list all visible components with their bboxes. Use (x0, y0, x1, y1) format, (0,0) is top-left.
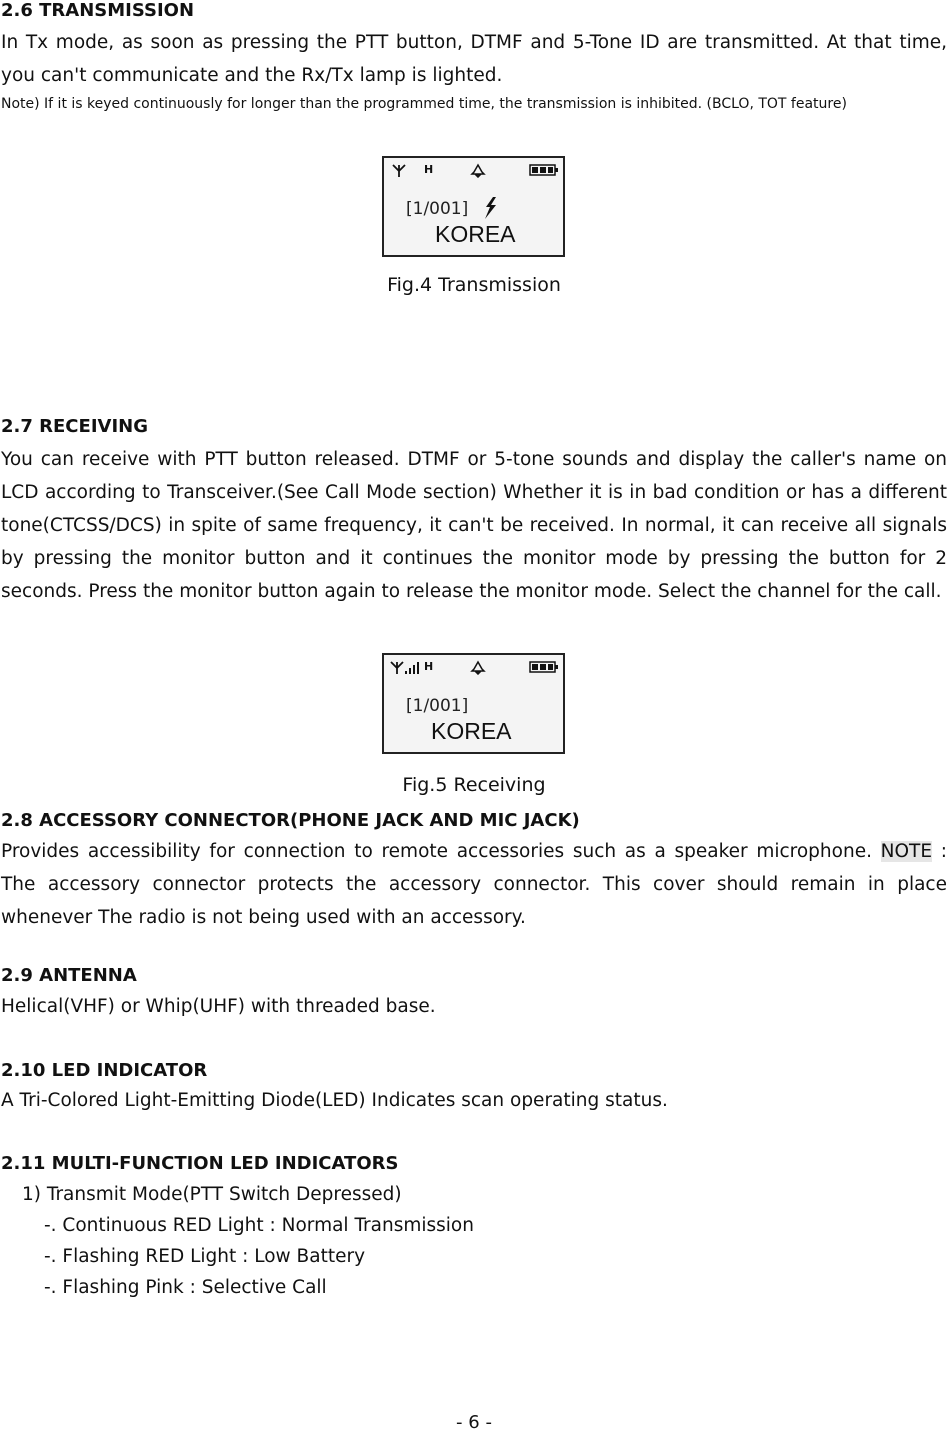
caller-name: KOREA (435, 221, 516, 247)
receiving-body: You can receive with PTT button released. DTMF or 5-tone sounds and display the caller's name on LCD according to Transceiver.(See Call Mode section) Whether it is in bad condition or has a different tone(CTCSS/DCS) in spite of same frequency, it can't be received. In normal, it can receive all signals by pressing the monitor button and it continues the monitor mode by pressing the button for 2 seconds. Press the monitor button again to release the monitor mode. Select the channel for the call. (1, 449, 947, 602)
list-item: -. Flashing Pink : Selective Call (44, 1277, 327, 1298)
transmission-body: In Tx mode, as soon as pressing the PTT button, DTMF and 5-Tone ID are transmitted. At that time, you can't communicate and the Rx/Tx lamp is lighted. (1, 32, 947, 86)
note-body: : The accessory connector protects the accessory connector. This cover should remain in place whenever The radio is not being used with an accessory. (1, 841, 947, 928)
bell-icon (470, 660, 486, 675)
section-heading-led-indicator: 2.10 LED INDICATOR (1, 1060, 208, 1081)
list-item: -. Continuous RED Light : Normal Transmission (44, 1215, 474, 1236)
power-level-indicator: H (424, 163, 434, 176)
antenna-icon (390, 661, 404, 675)
section-heading-multi-function-led: 2.11 MULTI-FUNCTION LED INDICATORS (1, 1153, 399, 1174)
figure-caption-transmission: Fig.4 Transmission (387, 274, 561, 296)
antenna-icon (392, 164, 406, 178)
transmission-note: Note) If it is keyed continuously for longer than the programmed time, the transmission is inhibited. (BCLO, TOT feature) (1, 96, 847, 112)
battery-icon (529, 164, 559, 176)
section-heading-antenna: 2.9 ANTENNA (1, 965, 137, 986)
battery-icon (529, 661, 559, 673)
lightning-icon (480, 196, 500, 220)
section-heading-accessory-connector: 2.8 ACCESSORY CONNECTOR(PHONE JACK AND MIC JACK) (1, 810, 580, 831)
caller-name: KOREA (431, 718, 512, 744)
figure-caption-receiving: Fig.5 Receiving (402, 774, 546, 796)
lcd-display-receiving (382, 653, 565, 754)
led-indicator-body: A Tri-Colored Light-Emitting Diode(LED) Indicates scan operating status. (1, 1090, 668, 1111)
bell-icon (470, 163, 486, 178)
section-heading-receiving: 2.7 RECEIVING (1, 416, 148, 437)
channel-number: [1/001] (406, 199, 469, 219)
accessory-connector-description: Provides accessibility for connection to remote accessories such as a speaker microphone. (1, 841, 872, 862)
accessory-connector-body (1, 835, 947, 934)
channel-number: [1/001] (406, 696, 469, 716)
transmit-mode-subheading: 1) Transmit Mode(PTT Switch Depressed) (22, 1184, 402, 1205)
note-label: NOTE (880, 841, 933, 862)
power-level-indicator: H (424, 660, 434, 673)
section-heading-transmission: 2.6 TRANSMISSION (1, 0, 195, 21)
signal-bars-icon (404, 661, 420, 675)
lcd-display-transmission (382, 156, 565, 257)
list-item: -. Flashing RED Light : Low Battery (44, 1246, 366, 1267)
page-number: - 6 - (456, 1412, 492, 1433)
antenna-body: Helical(VHF) or Whip(UHF) with threaded base. (1, 996, 436, 1017)
